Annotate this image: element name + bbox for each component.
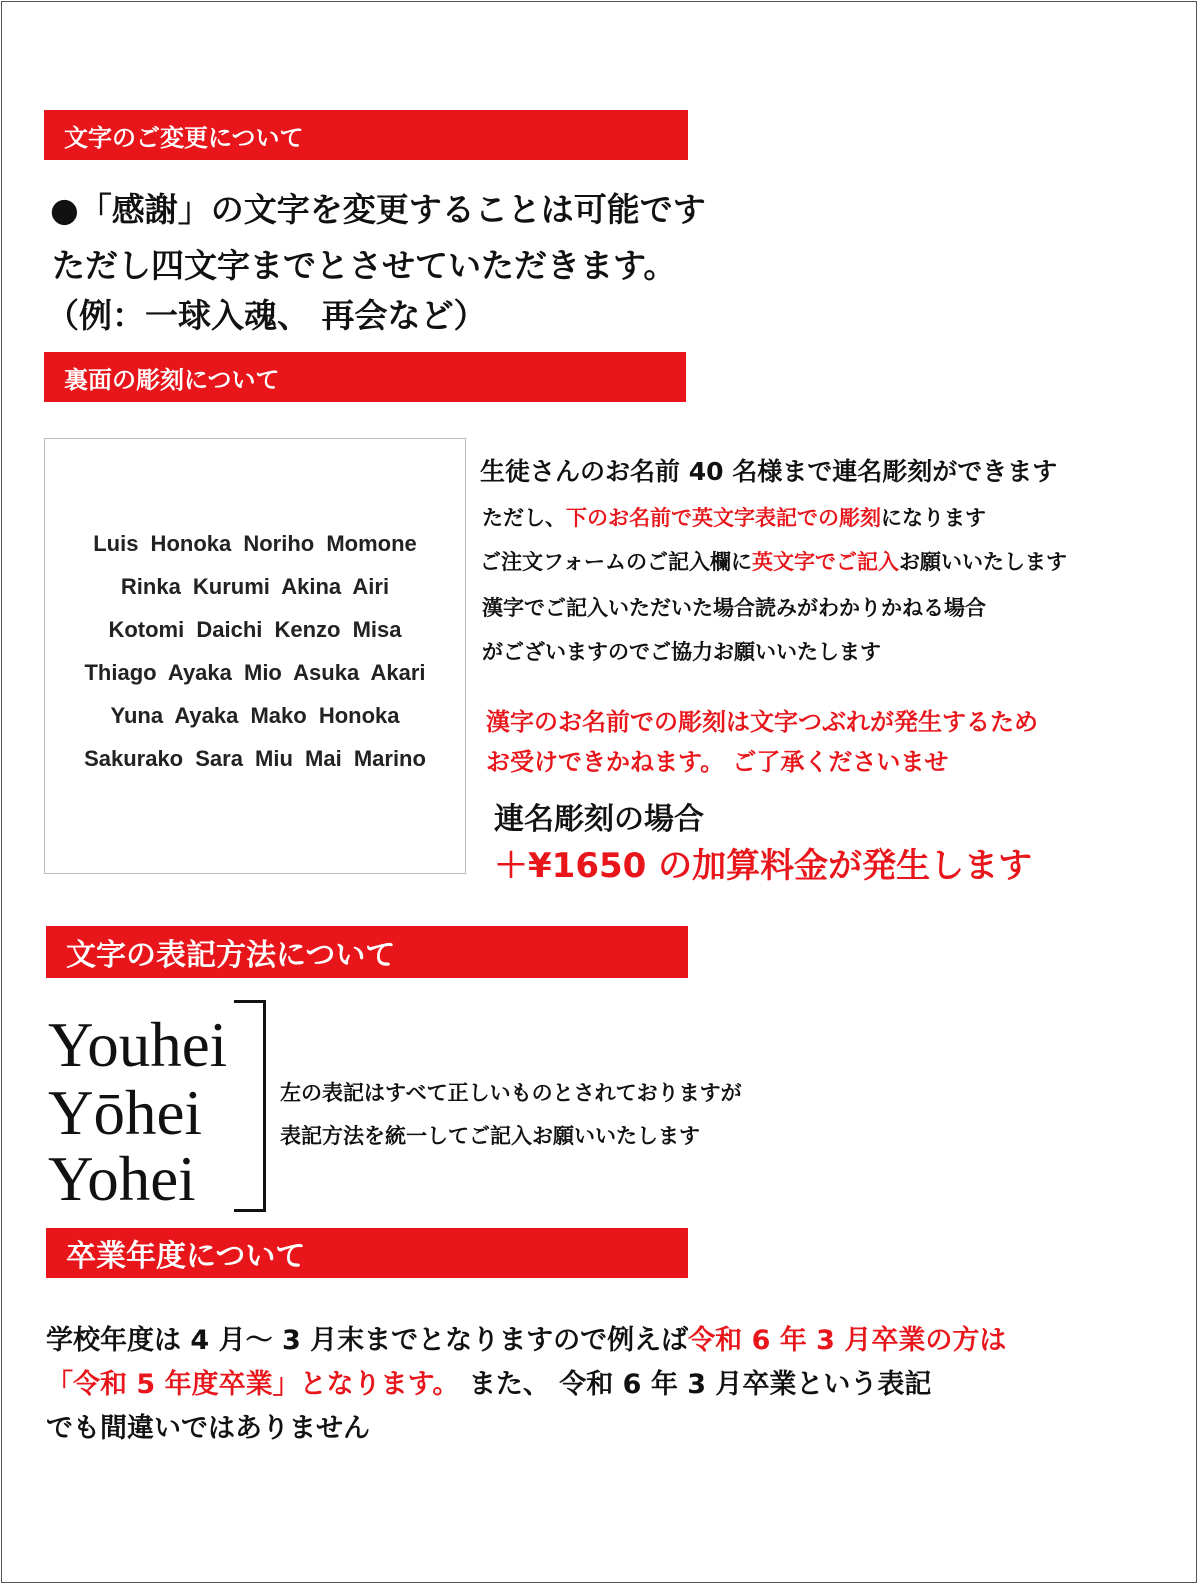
engraving-line-3-a: ご注文フォームのご記入欄に bbox=[480, 550, 752, 574]
engraving-line-5: がございますのでご協力お願いいたします bbox=[482, 640, 881, 664]
joint-engraving-label: 連名彫刻の場合 bbox=[494, 802, 704, 837]
graduation-line-2 bbox=[46, 1362, 931, 1401]
engraving-line-2-c: になります bbox=[881, 506, 986, 530]
romanization-example: Yohei bbox=[48, 1144, 196, 1214]
section-heading-character-change: 文字のご変更について bbox=[44, 110, 688, 160]
engraving-line-2-highlight: 下のお名前で英文字表記での彫刻 bbox=[566, 506, 881, 530]
engraving-line-3-highlight: 英文字でご記入 bbox=[751, 550, 899, 574]
notation-note-line-2: 表記方法を統一してご記入お願いいたします bbox=[280, 1124, 700, 1148]
engraving-line-3-c: お願いいたします bbox=[898, 550, 1067, 574]
graduation-line-2-highlight: 「令和 5 年度卒業」となります。 bbox=[46, 1369, 460, 1400]
change-note-line-3: （例：一球入魂、 再会など） bbox=[46, 296, 487, 335]
romanization-example: Youhei bbox=[48, 1010, 228, 1080]
grouping-bracket bbox=[234, 1000, 266, 1212]
change-note-text-1: 「感謝」の文字を変更することは可能です bbox=[78, 190, 706, 229]
change-note-line-2: ただし四文字までとさせていただきます。 bbox=[52, 246, 677, 285]
engraving-line-1: 生徒さんのお名前 40 名様まで連名彫刻ができます bbox=[480, 457, 1058, 486]
section-heading-graduation-year: 卒業年度について bbox=[46, 1228, 688, 1278]
additional-fee-text: ＋¥1650 の加算料金が発生します bbox=[494, 846, 1033, 886]
graduation-line-1-highlight: 令和 6 年 3 月卒業の方は bbox=[688, 1325, 1007, 1356]
engraving-names-box bbox=[44, 438, 466, 874]
name-row: Yuna Ayaka Mako Honoka bbox=[110, 703, 400, 728]
name-row: Thiago Ayaka Mio Asuka Akari bbox=[84, 660, 426, 685]
change-note-line-1 bbox=[50, 184, 706, 231]
name-row: Sakurako Sara Miu Mai Marino bbox=[84, 746, 426, 771]
engraving-line-3 bbox=[480, 546, 1067, 576]
kanji-warning-line-2: お受けできかねます。 ご了承くださいませ bbox=[486, 748, 949, 776]
engraving-line-2 bbox=[482, 502, 986, 532]
graduation-line-1 bbox=[46, 1318, 1006, 1357]
graduation-line-1-a: 学校年度は 4 月～ 3 月末までとなりますので例えば bbox=[46, 1325, 689, 1356]
name-row: Kotomi Daichi Kenzo Misa bbox=[108, 617, 402, 642]
graduation-line-3: でも間違いではありません bbox=[46, 1413, 370, 1444]
graduation-line-2-b: また、 令和 6 年 3 月卒業という表記 bbox=[459, 1369, 932, 1400]
section-heading-notation-method: 文字の表記方法について bbox=[46, 926, 688, 978]
name-row: Luis Honoka Noriho Momone bbox=[93, 531, 417, 556]
bullet-icon: ● bbox=[50, 190, 79, 229]
section-heading-back-engraving: 裏面の彫刻について bbox=[44, 352, 686, 402]
name-row: Rinka Kurumi Akina Airi bbox=[120, 574, 390, 599]
romanization-example: Yōhei bbox=[48, 1078, 202, 1148]
engraving-line-2-a: ただし、 bbox=[482, 506, 566, 530]
engraving-line-4: 漢字でご記入いただいた場合読みがわかりかねる場合 bbox=[482, 596, 986, 620]
notation-note-line-1: 左の表記はすべて正しいものとされておりますが bbox=[280, 1081, 742, 1105]
kanji-warning-line-1: 漢字のお名前での彫刻は文字つぶれが発生するため bbox=[486, 708, 1038, 736]
